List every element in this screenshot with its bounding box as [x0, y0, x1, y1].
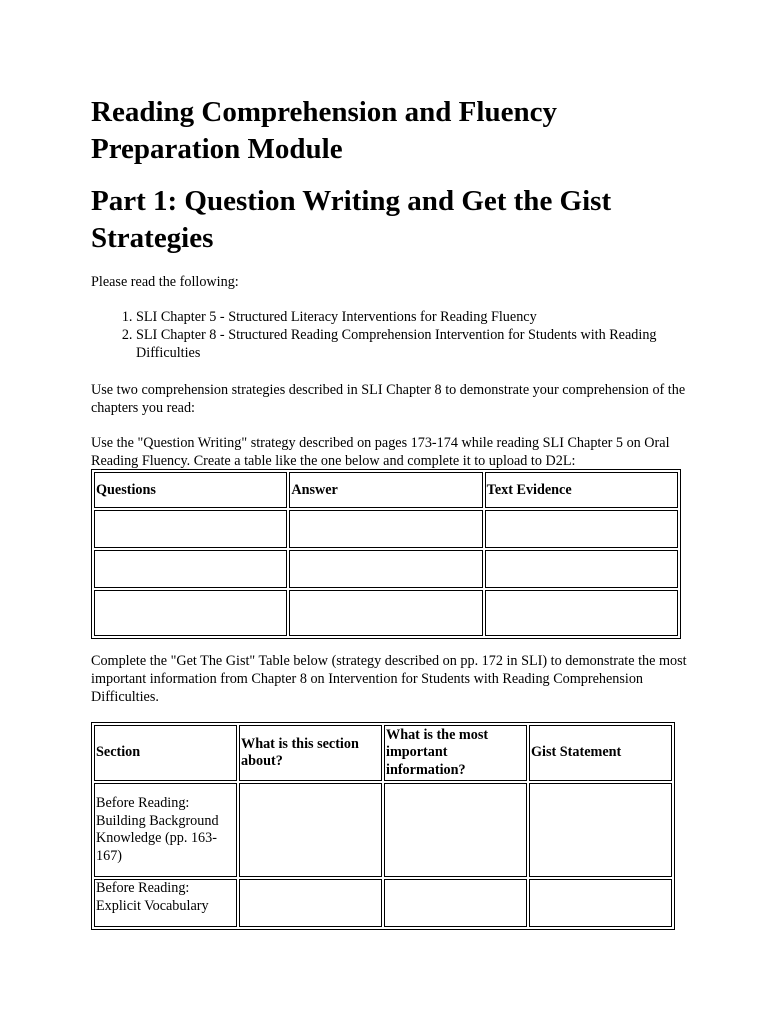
table-row [94, 783, 672, 877]
table-cell [384, 879, 527, 927]
table-header-row [94, 725, 672, 781]
table-cell [289, 590, 482, 636]
strategies-instruction: Use two comprehension strategies described in SLI Chapter 8 to demonstrate your comprehension of the chapters you read: [91, 382, 686, 416]
table-header-cell: Section [94, 725, 237, 781]
table-header-cell: What is this section about? [239, 725, 382, 781]
table-cell [485, 550, 678, 588]
table-cell [289, 510, 482, 548]
table-cell [94, 590, 287, 636]
table-header-cell: Gist Statement [529, 725, 672, 781]
question-writing-instruction: Use the "Question Writing" strategy described on pages 173-174 while reading SLI Chapter 5 on Oral Reading Fluency. Create a table like the one below and complete it to upload to D2L: [91, 435, 670, 469]
reading-list [91, 308, 691, 362]
intro-text: Please read the following: [91, 274, 239, 290]
table-cell [485, 510, 678, 548]
table-cell [239, 783, 382, 877]
table-row [94, 550, 678, 588]
table-cell [529, 879, 672, 927]
gist-table [91, 722, 675, 930]
table-row [94, 510, 678, 548]
table-header-row [94, 472, 678, 508]
table-header-cell: What is the most important information? [384, 725, 527, 781]
table-cell [94, 550, 287, 588]
table-cell [384, 783, 527, 877]
section-cell: Before Reading: Explicit Vocabulary [94, 879, 237, 927]
gist-instruction: Complete the "Get The Gist" Table below (strategy described on pp. 172 in SLI) to demonstrate the most important information from Chapter 8 on Intervention for Students with Reading Comprehension Difficulties. [91, 653, 687, 705]
table-header-cell: Text Evidence [485, 472, 678, 508]
table-header-cell: Questions [94, 472, 287, 508]
table-header-cell: Answer [289, 472, 482, 508]
table-row [94, 590, 678, 636]
table-row [94, 879, 672, 927]
section-cell: Before Reading: Building Background Knowledge (pp. 163-167) [94, 783, 237, 877]
reading-item: 2. SLI Chapter 8 - Structured Reading Comprehension Intervention for Students with Reading Difficulties [136, 326, 691, 362]
table-cell [529, 783, 672, 877]
table-cell [94, 510, 287, 548]
reading-item: 1. SLI Chapter 5 - Structured Literacy Interventions for Reading Fluency [136, 308, 691, 326]
document-subtitle: Part 1: Question Writing and Get the Gist Strategies [91, 185, 612, 254]
table-cell [239, 879, 382, 927]
table-cell [289, 550, 482, 588]
table-cell [485, 590, 678, 636]
document-title: Reading Comprehension and Fluency Preparation Module [91, 96, 557, 165]
question-table [91, 469, 681, 639]
